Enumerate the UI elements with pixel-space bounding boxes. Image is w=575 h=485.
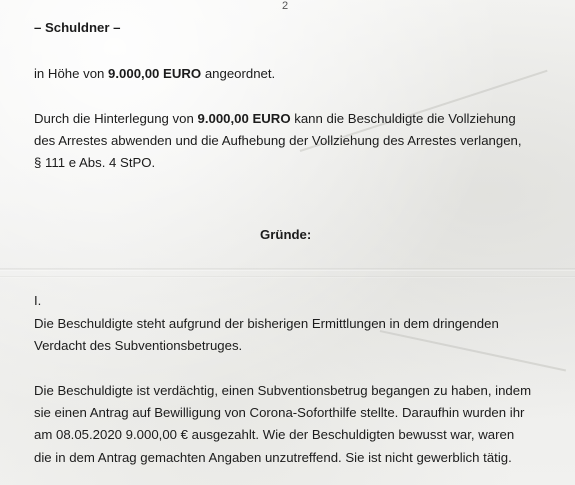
paragraph-facts-line-3: am 08.05.2020 9.000,00 € ausgezahlt. Wie der Beschuldigten bewusst war, waren [34,427,515,442]
paragraph-deposit-line-1 [34,111,516,127]
text-segment: in Höhe von [34,66,109,81]
section-title: Gründe: [260,227,312,242]
section-number: I. [34,293,42,308]
page-number: 2 [282,0,289,12]
party-heading: – Schuldner – [34,20,121,35]
paragraph-suspicion-line-1: Die Beschuldigte steht aufgrund der bisherigen Ermittlungen in dem dringenden [34,316,499,331]
text-segment: kann die Beschuldigte die Vollziehung [290,111,516,126]
paper-crease [380,330,566,371]
paper-fold-line [0,268,575,271]
paragraph-amount-order [34,66,275,82]
amount-bold: 9.000,00 EURO [197,111,291,126]
paragraph-facts-line-1: Die Beschuldigte ist verdächtig, einen Subventionsbetrug begangen zu haben, indem [34,383,532,398]
paragraph-deposit-line-3: § 111 e Abs. 4 StPO. [34,155,156,170]
paragraph-facts-line-4: die in dem Antrag gemachten Angaben unzutreffend. Sie ist nicht gewerblich tätig. [34,450,512,465]
paragraph-facts-line-2: sie einen Antrag auf Bewilligung von Corona-Soforthilfe stellte. Daraufhin wurden ihr [34,405,525,420]
text-segment: Durch die Hinterlegung von [34,111,198,126]
text-segment: angeordnet. [201,66,276,81]
paragraph-deposit-line-2: des Arrestes abwenden und die Aufhebung der Vollziehung des Arrestes verlangen, [34,133,522,148]
paragraph-suspicion-line-2: Verdacht des Subventionsbetruges. [34,338,243,353]
paper-fold-line-secondary [0,276,575,278]
amount-bold: 9.000,00 EURO [108,66,202,81]
